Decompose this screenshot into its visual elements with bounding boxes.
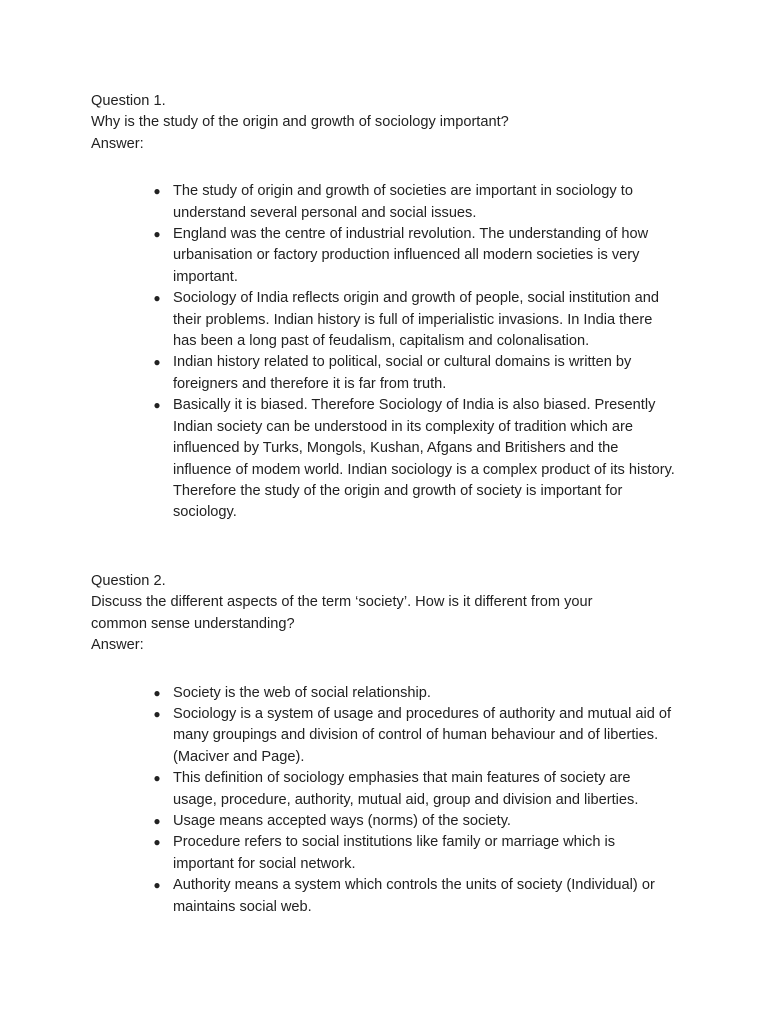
question-1-conclusion: Therefore the study of the origin and growth of society is important for sociology.: [173, 482, 623, 521]
bullet-icon: ●: [153, 398, 161, 413]
list-item-text: Indian history related to political, social or cultural domains is written by foreigners and therefore it is far from truth.: [173, 354, 632, 392]
bullet-icon: ●: [153, 835, 161, 850]
bullet-icon: ●: [153, 878, 161, 893]
list-item: [91, 683, 678, 704]
bullet-icon: ●: [153, 707, 161, 722]
list-item: [91, 181, 678, 224]
list-item-text: Basically it is biased. Therefore Sociology of India is also biased. Presently Indian society can be understood in its complexity of tradition which are influenced by Turks, Mongols, Kushan, Afgans and Britishers and the influence of modem world. Indian sociology is a complex product of its history.: [173, 397, 675, 478]
bullet-icon: ●: [153, 227, 161, 242]
question-2-number: Question 2.: [91, 573, 166, 589]
list-item: [91, 875, 678, 918]
list-item-text: This definition of sociology emphasies that main features of society are usage, procedure, authority, mutual aid, group and division and liberties.: [173, 770, 639, 808]
list-item: [91, 352, 678, 395]
bullet-icon: ●: [153, 685, 161, 700]
list-item: [91, 832, 678, 875]
list-item-text: Sociology is a system of usage and procedures of authority and mutual aid of many groupings and division of control of human behaviour and of liberties. (Maciver and Page).: [173, 706, 672, 765]
list-item-text: The study of origin and growth of societies are important in sociology to understand several personal and social issues.: [173, 183, 633, 221]
question-1-text: Why is the study of the origin and growth of sociology important?: [91, 114, 509, 131]
list-item: [91, 704, 678, 768]
bullet-icon: ●: [153, 291, 161, 306]
question-2-block: [91, 571, 691, 918]
question-2-answer-list: [91, 683, 691, 918]
list-item-text: Authority means a system which controls the units of society (Individual) or maintains social web.: [173, 877, 655, 915]
list-item: [91, 224, 678, 288]
list-item-text: Procedure refers to social institutions like family or marriage which is important for social network.: [173, 834, 616, 872]
list-item: [91, 768, 678, 811]
question-1-block: [91, 91, 691, 524]
question-2-text: Discuss the different aspects of the term ‘society’. How is it different from your common sense understanding?: [91, 594, 593, 632]
bullet-icon: ●: [153, 814, 161, 829]
bullet-icon: ●: [153, 184, 161, 199]
list-item-text: Usage means accepted ways (norms) of the society.: [173, 813, 511, 830]
list-item-text: Society is the web of social relationship.: [173, 684, 431, 701]
list-item: [91, 811, 678, 832]
question-1-answer-label: Answer:: [91, 135, 144, 152]
question-1-number: Question 1.: [91, 93, 166, 109]
bullet-icon: ●: [153, 771, 161, 786]
list-item-text: Sociology of India reflects origin and growth of people, social institution and their problems. Indian history is full of imperialistic invasions. In India there has been a long past of feudalism, capitalism and colonalisation.: [173, 290, 659, 350]
bullet-icon: ●: [153, 355, 161, 370]
question-2-answer-label: Answer:: [91, 637, 144, 654]
question-1-answer-list: [91, 181, 691, 524]
list-item: [91, 288, 678, 352]
list-item: [91, 395, 678, 523]
list-item-text: England was the centre of industrial revolution. The understanding of how urbanisation or factory production influenced all modern societies is very important.: [173, 226, 649, 285]
